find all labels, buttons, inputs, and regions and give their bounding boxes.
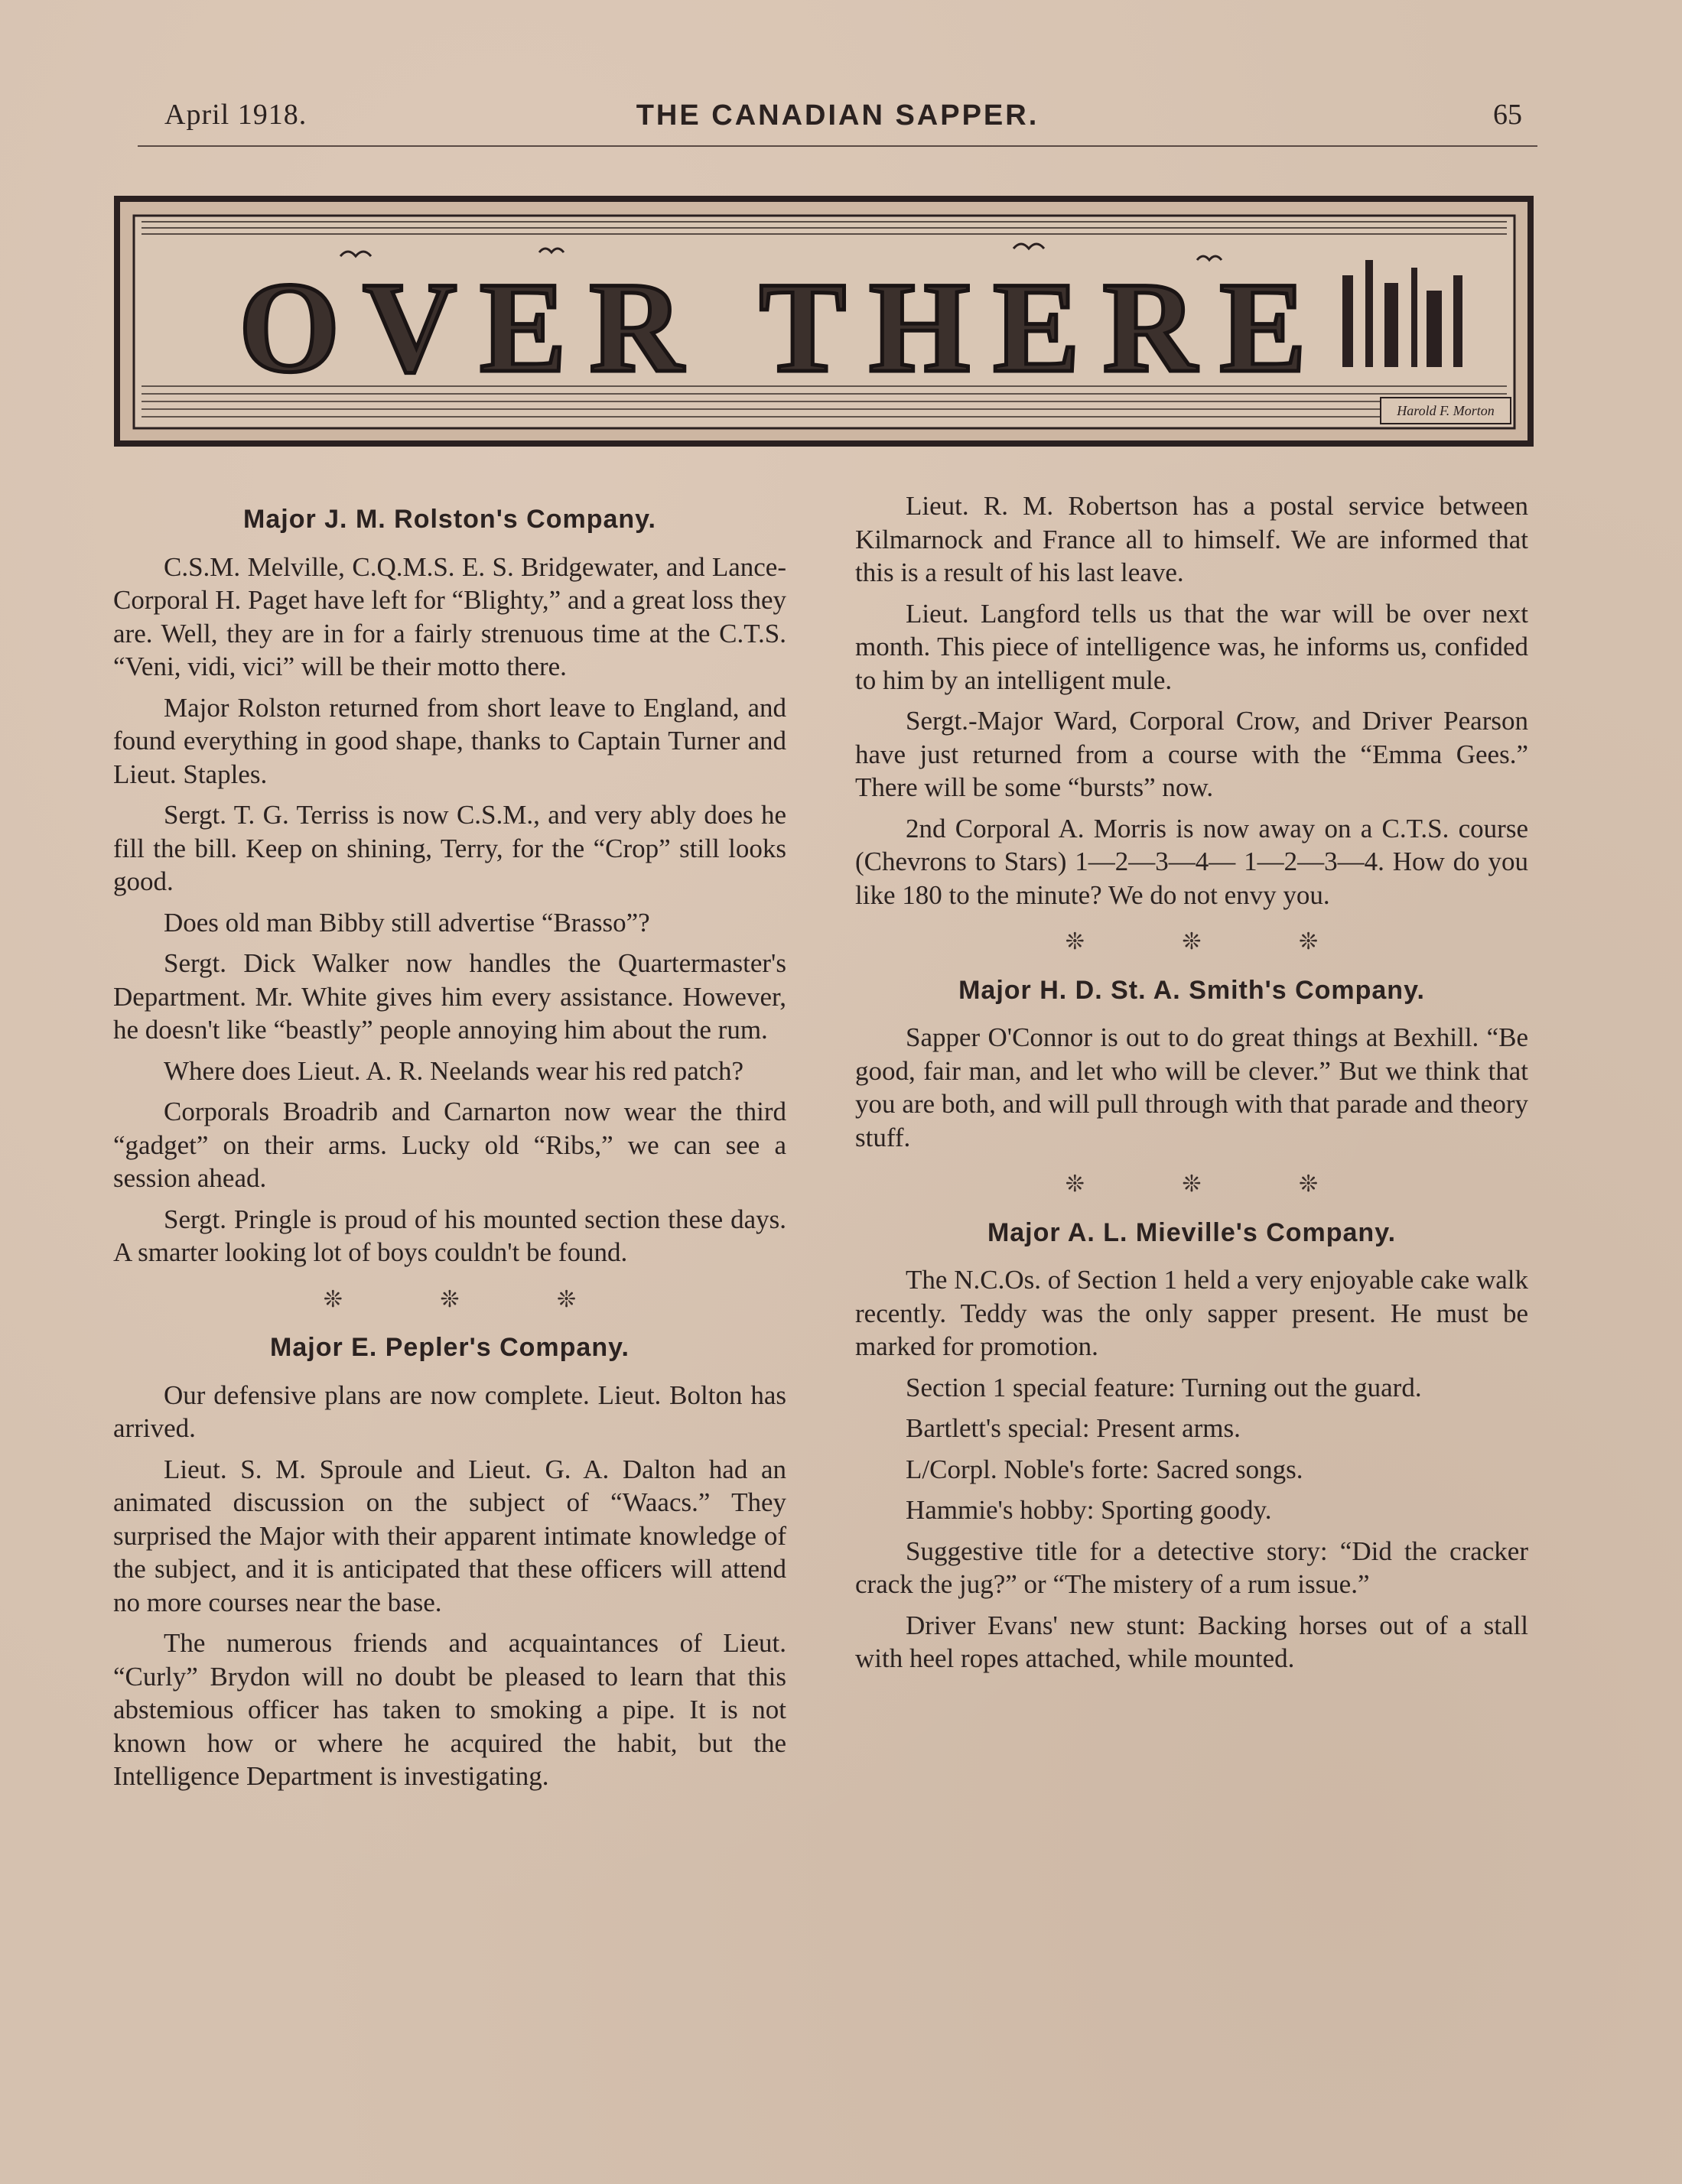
paragraph: Suggestive title for a detective story: “Did the cracker crack the jug?” or “The mistery of a rum issue.” bbox=[855, 1536, 1528, 1599]
paragraph: Driver Evans' new stunt: Backing horses out of a stall with heel ropes attached, while mounted. bbox=[855, 1610, 1528, 1673]
issue-date: April 1918. bbox=[164, 99, 307, 131]
paragraph: Lieut. R. M. Robertson has a postal service between Kilmarnock and France all to himself. We are informed that this is a result of his last leave. bbox=[855, 491, 1528, 587]
paragraph: Sergt. Pringle is proud of his mounted section these days. A smarter looking lot of boys couldn't be found. bbox=[113, 1204, 786, 1267]
paragraph: Hammie's hobby: Sporting goody. bbox=[906, 1495, 1272, 1525]
section-divider-stars: ❊ ❊ ❊ bbox=[1065, 929, 1365, 954]
paragraph: Our defensive plans are now complete. Lieut. Bolton has arrived. bbox=[113, 1380, 786, 1443]
paragraph: Does old man Bibby still advertise “Brasso”? bbox=[164, 907, 650, 938]
paragraph: C.S.M. Melville, C.Q.M.S. E. S. Bridgewater, and Lance-Corporal H. Paget have left for “Blighty,” and a great loss they are. Well, they are in for a fairly strenuous time at the C.T.S. “Veni, vidi, vici” will be their motto there. bbox=[113, 551, 786, 681]
banner-title: OVER THERE bbox=[239, 255, 1329, 399]
rolston-heading: Major J. M. Rolston's Company. bbox=[243, 505, 656, 534]
smith-heading: Major H. D. St. A. Smith's Company. bbox=[958, 975, 1425, 1005]
paragraph: Section 1 special feature: Turning out the guard. bbox=[906, 1372, 1422, 1402]
paragraph: Major Rolston returned from short leave to England, and found everything in good shape, thanks to Captain Turner and Lieut. Staples. bbox=[113, 692, 786, 789]
paragraph: Sapper O'Connor is out to do great things at Bexhill. “Be good, fair man, and let who will be clever.” But we think that you are both, and will pull through with that parade and theory stuff. bbox=[855, 1022, 1528, 1152]
mieville-heading: Major A. L. Mieville's Company. bbox=[987, 1217, 1397, 1247]
left-column bbox=[113, 489, 786, 1801]
paragraph: Sergt. Dick Walker now handles the Quartermaster's Department. Mr. White gives him every assistance. However, he doesn't like “beastly” people annoying him about the rum. bbox=[113, 948, 786, 1045]
paragraph: Lieut. S. M. Sproule and Lieut. G. A. Dalton had an animated discussion on the subject of “Waacs.” They surprised the Major with their apparent intimate knowledge of the subject, and it is anticipated that these officers will attend no more courses near the base. bbox=[113, 1454, 786, 1617]
banner-illustration bbox=[111, 184, 1537, 459]
running-head bbox=[138, 92, 1537, 147]
paragraph: L/Corpl. Noble's forte: Sacred songs. bbox=[906, 1454, 1303, 1484]
section-divider-stars: ❊ ❊ ❊ bbox=[323, 1286, 623, 1312]
paragraph: Where does Lieut. A. R. Neelands wear his red patch? bbox=[164, 1055, 744, 1086]
magazine-title: THE CANADIAN SAPPER. bbox=[636, 99, 1039, 132]
page-number: 65 bbox=[1493, 99, 1522, 131]
artist-signature: Harold F. Morton bbox=[1397, 403, 1495, 418]
paragraph: Sergt.-Major Ward, Corporal Crow, and Driver Pearson have just returned from a course with the “Emma Gees.” There will be some “bursts” now. bbox=[855, 706, 1528, 802]
paragraph: Bartlett's special: Present arms. bbox=[906, 1413, 1241, 1443]
paragraph: Corporals Broadrib and Carnarton now wear the third “gadget” on their arms. Lucky old “Ribs,” we can see a session ahead. bbox=[113, 1097, 786, 1193]
paragraph: Lieut. Langford tells us that the war will be over next month. This piece of intelligence was, he informs us, confided to him by an intelligent mule. bbox=[855, 598, 1528, 695]
pepler-heading: Major E. Pepler's Company. bbox=[270, 1333, 630, 1362]
over-there-banner bbox=[111, 184, 1537, 459]
paragraph: The N.C.Os. of Section 1 held a very enjoyable cake walk recently. Teddy was the only sapper present. He must be marked for promotion. bbox=[855, 1265, 1528, 1361]
paragraph: Sergt. T. G. Terriss is now C.S.M., and very ably does he fill the bill. Keep on shining, Terry, for the “Crop” still looks good. bbox=[113, 800, 786, 896]
paragraph: The numerous friends and acquaintances of Lieut. “Curly” Brydon will no doubt be pleased to learn that this abstemious officer has taken to smoking a pipe. It is not known how or where he acquired the habit, but the Intelligence Department is investigating. bbox=[113, 1628, 786, 1791]
paragraph: 2nd Corporal A. Morris is now away on a C.T.S. course (Chevrons to Stars) 1—2—3—4— 1—2—3—4. How do you like 180 to the minute? We do not envy you. bbox=[855, 813, 1528, 910]
right-column bbox=[855, 489, 1528, 1683]
section-divider-stars: ❊ ❊ ❊ bbox=[1065, 1172, 1365, 1197]
